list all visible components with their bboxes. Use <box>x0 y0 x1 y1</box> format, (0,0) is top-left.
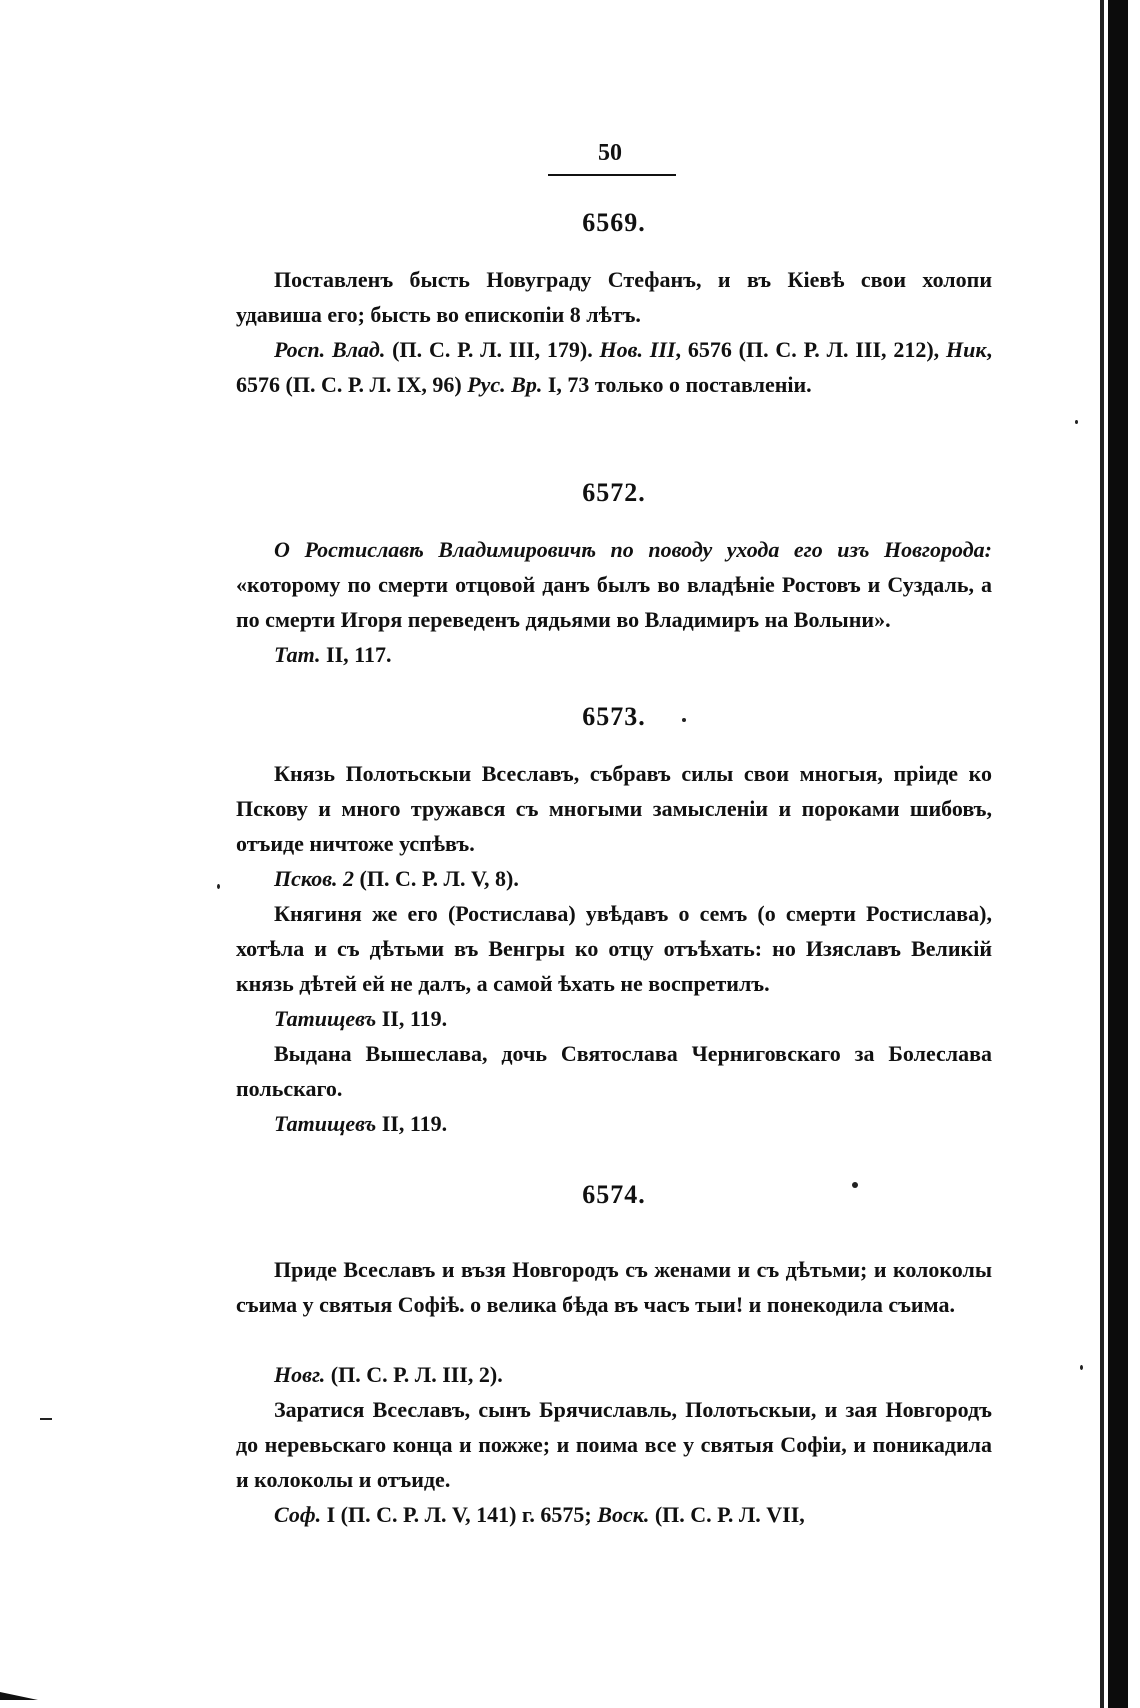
source-citation: , 6576 (П. С. Р. Л. III, 212), <box>675 337 946 362</box>
year-heading-6572: 6572. <box>582 478 646 507</box>
scan-speck <box>40 1418 52 1420</box>
scan-speck <box>1080 1365 1083 1370</box>
entry-intro: О Ростиславѣ Владимировичѣ по поводу ухода его изъ Новгорода: <box>274 537 992 562</box>
page-number-rule <box>548 174 676 176</box>
entry-text <box>236 532 992 637</box>
binding-edge <box>1100 0 1104 1708</box>
source-citation: II, 119. <box>376 1006 448 1031</box>
source-citation: II, 117. <box>320 642 392 667</box>
source-citation: , 6576 (П. С. Р. Л. IX, 96) <box>236 337 992 397</box>
year-heading-6569: 6569. <box>582 208 646 237</box>
source-citation: (П. С. Р. Л. III, 2). <box>325 1362 503 1387</box>
source-abbrev: Новг. <box>274 1362 326 1387</box>
source-reference <box>236 637 992 672</box>
entry-text: Князь Полотьскыи Всеславъ, събравъ силы свои многыя, пріиде ко Пскову и много тружався съ многыми замысленіи и пороками шибовъ, отъиде ничтоже успѣвъ. <box>236 761 992 856</box>
source-abbrev: Татищевъ <box>274 1111 377 1136</box>
entry-text: Приде Всеславъ и възя Новгородъ съ женами и съ дѣтьми; и колоколы съима у святыя Софіѣ. о велика бѣда въ часъ тыи! и понекодила съима. <box>236 1257 992 1317</box>
entry-text: Заратися Всеславъ, сынъ Брячиславль, Полотьскыи, и зая Новгородъ до неревьскаго конца и пожже; и поима все у святыя Софіи, и поникадила и колоколы и отъиде. <box>236 1397 992 1492</box>
source-abbrev: Соф. <box>274 1502 322 1527</box>
source-citation: I (П. С. Р. Л. V, 141) г. 6575; <box>321 1502 598 1527</box>
source-abbrev: Тат. <box>274 642 321 667</box>
source-abbrev: Воск. <box>597 1502 650 1527</box>
year-heading-6573: 6573. <box>582 702 646 731</box>
source-citation: (П. С. Р. Л. VII, <box>649 1502 805 1527</box>
source-reference <box>236 1001 992 1036</box>
source-reference <box>236 332 992 402</box>
scan-speck <box>217 884 220 889</box>
source-citation: II, 119. <box>376 1111 448 1136</box>
scan-speck <box>682 718 686 722</box>
source-reference <box>236 1497 992 1532</box>
scan-speck <box>1075 420 1078 424</box>
page-number: 50 <box>598 140 622 166</box>
source-abbrev: Татищевъ <box>274 1006 377 1031</box>
source-abbrev: Ник <box>946 337 987 362</box>
source-reference <box>236 1106 992 1141</box>
source-abbrev: Псков. 2 <box>274 866 355 891</box>
source-citation: I, 73 только о поставленіи. <box>542 372 812 397</box>
entry-text: Поставленъ бысть Новуграду Стефанъ, и въ Кіевѣ свои холопи удавиша его; бысть во епископіи 8 лѣтъ. <box>236 267 992 327</box>
source-reference <box>236 1357 992 1392</box>
entry-text: Выдана Вышеслава, дочь Святослава Черниговскаго за Болеслава польскаго. <box>236 1041 992 1101</box>
source-citation: (П. С. Р. Л. III, 179). <box>385 337 600 362</box>
source-reference <box>236 861 992 896</box>
entry-text: Княгиня же его (Ростислава) увѣдавъ о семъ (о смерти Ростислава), хотѣла и съ дѣтьми въ Венгры ко отцу отъѣхать: но Изяславъ Великій князь дѣтей ей не далъ, а самой ѣхать не воспретилъ. <box>236 901 992 996</box>
year-heading-6574: 6574. <box>582 1180 646 1209</box>
scan-corner-mark <box>0 1692 38 1700</box>
source-abbrev: Росп. Влад. <box>274 337 386 362</box>
page-spine-shadow <box>1108 0 1128 1708</box>
source-abbrev: Рус. Вр. <box>467 372 543 397</box>
scan-speck <box>852 1182 858 1188</box>
source-citation: (П. С. Р. Л. V, 8). <box>354 866 519 891</box>
source-abbrev: Нов. III <box>599 337 676 362</box>
entry-quote: «которому по смерти отцовой данъ былъ во владѣніе Ростовъ и Суздаль, а по смерти Игоря переведенъ дядьями во Владимиръ на Волыни». <box>236 572 992 632</box>
